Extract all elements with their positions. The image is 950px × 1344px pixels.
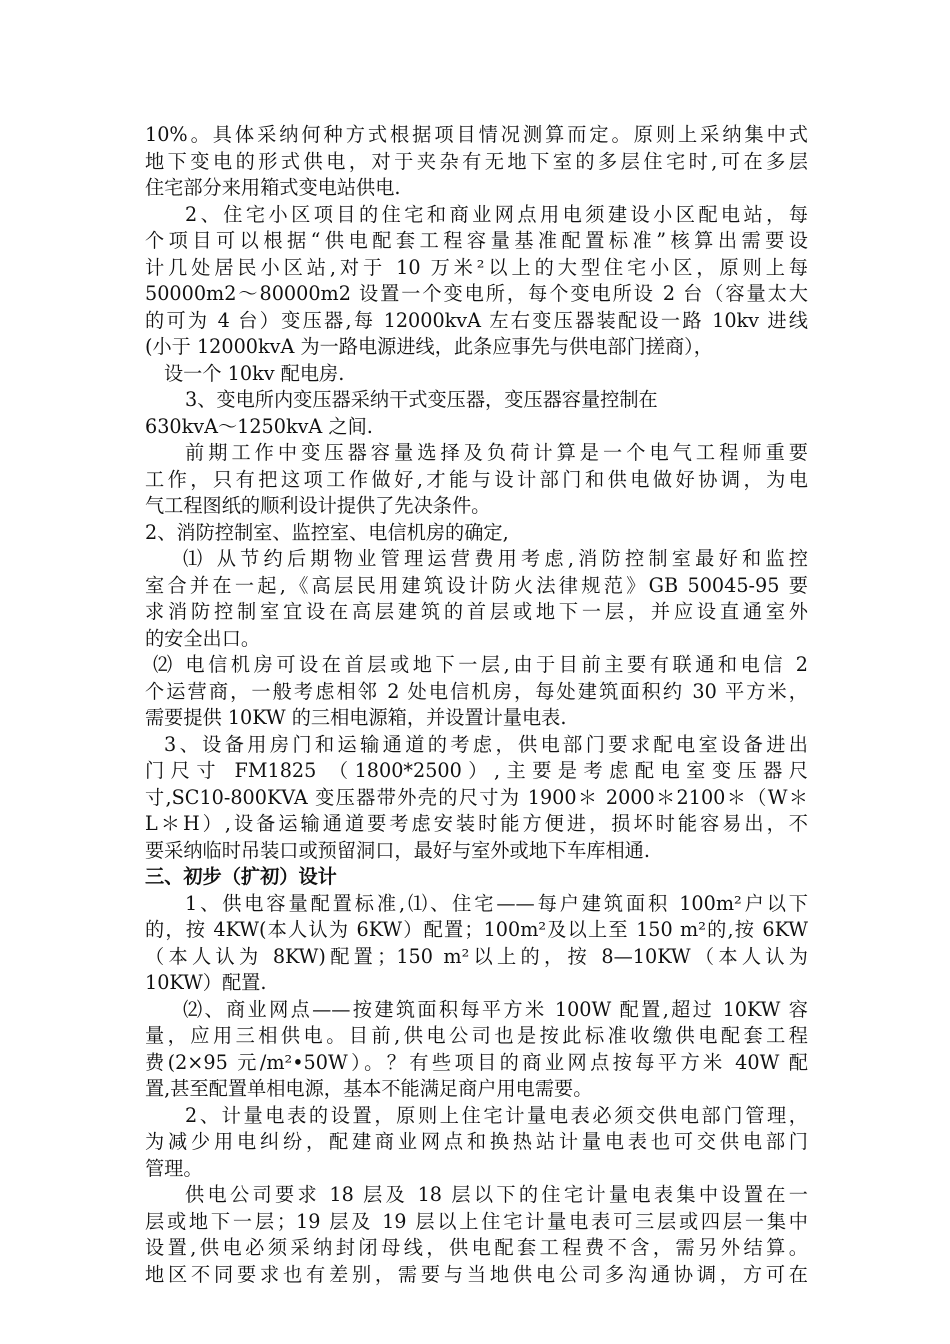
text-line: 门尺寸 FM1825 （1800*2500）,主要是考虑配电室变压器尺 — [145, 759, 808, 782]
text-line: 1、供电容量配置标准,⑴、住宅——每户建筑面积 100m²户以下 — [185, 891, 808, 915]
text-line: 供电公司要求 18 层及 18 层以下的住宅计量电表集中设置在一 — [185, 1183, 808, 1206]
text-line: 置,甚至配置单相电源，基本不能满足商户用电需要。 — [145, 1077, 593, 1100]
text-line: 费(2×95 元/m²•50W）。？有些项目的商业网点按每平方米 40W 配 — [145, 1050, 808, 1074]
text-line: 量，应用三相供电。目前,供电公司也是按此标准收缴供电配套工程 — [145, 1024, 808, 1047]
text-line: 10%。具体采纳何种方式根据项目情况测算而定。原则上采纳集中式 — [145, 123, 808, 146]
text-line: 个项目可以根据“供电配套工程容量基准配置标准”核算出需要设 — [145, 229, 808, 252]
text-line: 2、住宅小区项目的住宅和商业网点用电须建设小区配电站，每 — [185, 202, 808, 226]
text-line: 寸,SC10-800KVA 变压器带外壳的尺寸为 1900＊ 2000＊2100＊（W＊ — [145, 785, 808, 809]
text-line: 设一个 10kv 配电房. — [164, 361, 345, 385]
text-line: 630kvA～1250kvA 之间. — [145, 414, 373, 438]
text-line: L＊H）,设备运输通道要考虑安装时能方便进，损坏时能容易出，不 — [145, 812, 808, 835]
text-line: 计几处居民小区站,对于 10 万米²以上的大型住宅小区，原则上每 — [145, 255, 808, 279]
text-line: 2、计量电表的设置，原则上住宅计量电表必须交供电部门管理， — [185, 1103, 808, 1127]
text-line: 的安全出口。 — [145, 626, 261, 650]
text-line: ⑵、商业网点——按建筑面积每平方米 100W 配置,超过 10KW 容 — [183, 997, 808, 1021]
text-line: 3、设备用房门和运输通道的考虑，供电部门要求配电室设备进出 — [164, 732, 808, 756]
text-line: 需要提供 10KW 的三相电源箱，并设置计量电表. — [145, 706, 567, 729]
text-line: 要采纳临时吊装口或预留洞口，最好与室外或地下车库相通. — [145, 838, 650, 862]
text-line: 地下变电的形式供电，对于夹杂有无地下室的多层住宅时,可在多层 — [145, 149, 808, 173]
text-line: 的可为 4 台）变压器,每 12000kvA 左右变压器装配设一路 10kv 进线 — [145, 308, 808, 332]
section-heading: 三、初步（扩初）设计 — [145, 865, 337, 888]
text-line: 前期工作中变压器容量选择及负荷计算是一个电气工程师重要 — [185, 441, 808, 464]
text-line: 3、变电所内变压器采纳干式变压器，变压器容量控制在 — [185, 388, 658, 411]
text-line: 室合并在一起,《高层民用建筑设计防火法律规范》GB 50045-95 要 — [145, 573, 808, 597]
text-line: ⑴ 从节约后期物业管理运营费用考虑,消防控制室最好和监控 — [183, 547, 808, 570]
text-line: 求消防控制室宜设在高层建筑的首层或地下一层，并应设直通室外 — [145, 600, 808, 623]
text-line: 气工程图纸的顺利设计提供了先决条件。 — [145, 494, 491, 517]
text-line: 50000m2～80000m2 设置一个变电所，每个变电所设 2 台（容量太大 — [145, 282, 808, 305]
text-line: ⑵ 电信机房可设在首层或地下一层,由于目前主要有联通和电信 2 — [153, 653, 808, 676]
text-line: 为减少用电纠纷，配建商业网点和换热站计量电表也可交供电部门 — [145, 1130, 808, 1153]
text-line: 2、消防控制室、监控室、电信机房的确定, — [145, 520, 509, 544]
text-line: 层或地下一层；19 层及 19 层以上住宅计量电表可三层或四层一集中 — [145, 1209, 808, 1233]
text-line: 个运营商，一般考虑相邻 2 处电信机房，每处建筑面积约 30 平方米， — [145, 679, 808, 703]
text-line: 设置,供电必须采纳封闭母线，供电配套工程费不含，需另外结算。 — [145, 1236, 808, 1259]
text-line: （本人认为 8KW)配置；150 m²以上的，按 8—10KW（本人认为 — [145, 944, 808, 968]
text-line: (小于 12000kvA 为一路电源进线，此条应事先与供电部门搓商）， — [145, 335, 713, 358]
text-line: 管理。 — [145, 1156, 203, 1180]
text-line: 住宅部分来用箱式变电站供电. — [145, 176, 401, 199]
text-line: 10KW）配置. — [145, 971, 267, 994]
text-line: 地区不同要求也有差别，需要与当地供电公司多沟通协调，方可在 — [145, 1262, 808, 1286]
text-line: 工作，只有把这项工作做好,才能与设计部门和供电做好协调，为电 — [145, 467, 808, 491]
text-line: 的，按 4KW(本人认为 6KW）配置；100m²及以上至 150 m²的,按 6KW — [145, 918, 808, 941]
document-body — [145, 122, 808, 1288]
